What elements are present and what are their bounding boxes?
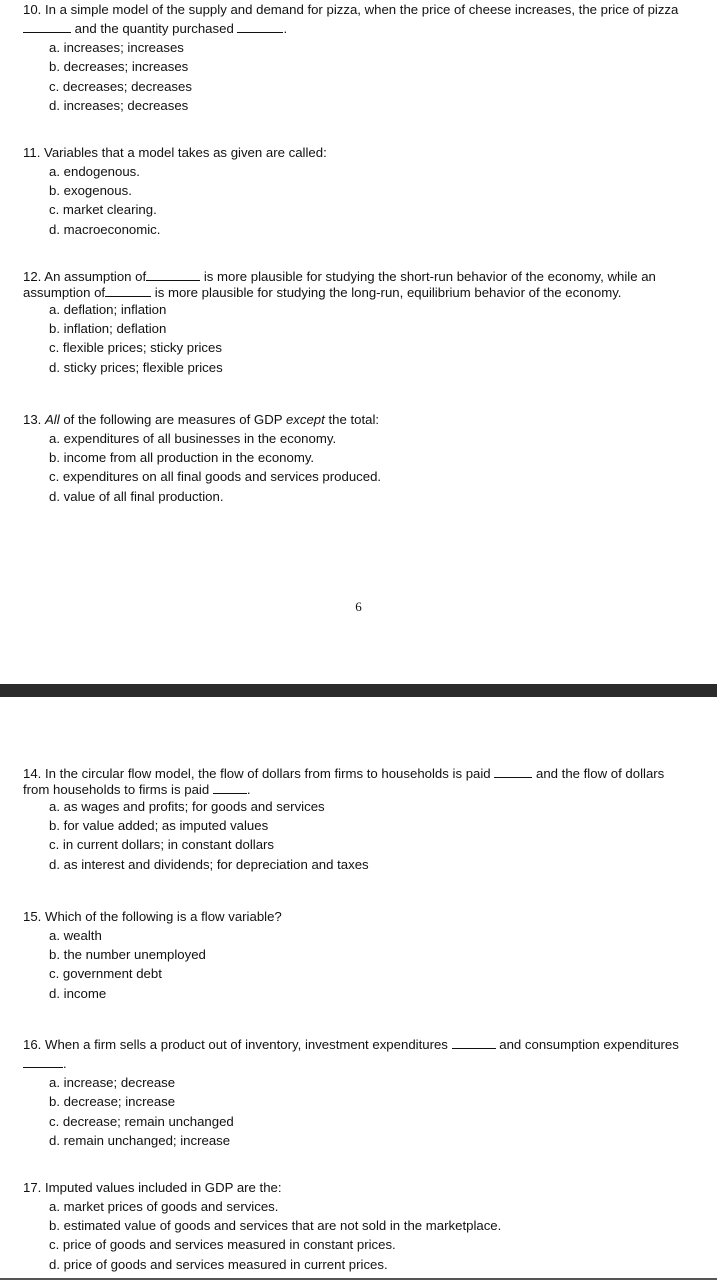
question-11 xyxy=(23,143,693,239)
answer-option: d. value of all final production. xyxy=(49,488,224,504)
question-stem: 10. In a simple model of the supply and demand for pizza, when the price of cheese increases, the price of pizza and the quantity purchased . xyxy=(23,2,679,37)
question-12 xyxy=(23,269,683,377)
question-13 xyxy=(23,410,693,506)
answer-option: c. decrease; remain unchanged xyxy=(49,1113,234,1129)
answer-blank xyxy=(494,766,532,778)
answer-option: d. remain unchanged; increase xyxy=(49,1132,231,1148)
question-stem: 17. Imputed values included in GDP are the: xyxy=(23,1180,282,1195)
question-stem: 13. All of the following are measures of GDP except the total: xyxy=(23,412,380,427)
answer-blank xyxy=(23,1056,63,1068)
question-stem: 14. In the circular flow model, the flow of dollars from firms to households is paid and the flow of dollars from households to firms is paid . xyxy=(23,766,665,797)
answer-blank xyxy=(23,21,71,33)
answer-option: a. expenditures of all businesses in the economy. xyxy=(49,431,337,447)
answer-option: b. exogenous. xyxy=(49,183,132,199)
answer-blank xyxy=(146,269,200,281)
answer-option: d. as interest and dividends; for depreciation and taxes xyxy=(49,856,369,872)
answer-blank xyxy=(105,285,151,297)
question-14 xyxy=(23,766,683,874)
answer-option: a. deflation; inflation xyxy=(49,302,167,318)
answer-blank xyxy=(237,21,283,33)
answer-option: b. estimated value of goods and services that are not sold in the marketplace. xyxy=(49,1218,502,1234)
page-break-divider xyxy=(0,684,717,697)
answer-option: b. inflation; deflation xyxy=(49,321,167,337)
answer-option: d. sticky prices; flexible prices xyxy=(49,359,223,375)
answer-option: d. income xyxy=(49,985,107,1001)
answer-option: c. government debt xyxy=(49,966,162,982)
answer-option: c. price of goods and services measured in constant prices. xyxy=(49,1237,396,1253)
answer-option: b. decreases; increases xyxy=(49,59,189,75)
document-page-7 xyxy=(0,697,717,1280)
answer-option: d. increases; decreases xyxy=(49,97,189,113)
question-stem: 15. Which of the following is a flow variable? xyxy=(23,909,282,924)
answer-option: a. wealth xyxy=(49,928,102,944)
answer-option: b. income from all production in the economy. xyxy=(49,450,315,466)
answer-option: a. market prices of goods and services. xyxy=(49,1199,279,1215)
answer-option: c. in current dollars; in constant dollars xyxy=(49,837,275,853)
question-stem: 11. Variables that a model takes as given are called: xyxy=(23,145,327,160)
question-17 xyxy=(23,1178,693,1274)
page-number: 6 xyxy=(355,599,362,614)
question-stem: 12. An assumption of is more plausible for studying the short-run behavior of the economy, while an assumption of is more plausible for studying the long-run, equilibrium behavior of the economy. xyxy=(23,269,656,300)
answer-option: a. increase; decrease xyxy=(49,1075,176,1091)
answer-option: c. expenditures on all final goods and services produced. xyxy=(49,469,382,485)
answer-blank xyxy=(213,782,247,794)
answer-option: d. macroeconomic. xyxy=(49,221,161,237)
answer-option: c. decreases; decreases xyxy=(49,78,192,94)
answer-option: c. market clearing. xyxy=(49,202,157,218)
question-stem: 16. When a firm sells a product out of inventory, investment expenditures and consumption expenditures . xyxy=(23,1037,679,1072)
answer-option: b. the number unemployed xyxy=(49,947,206,963)
answer-option: b. decrease; increase xyxy=(49,1094,176,1110)
answer-option: d. price of goods and services measured in current prices. xyxy=(49,1256,388,1272)
answer-blank xyxy=(452,1037,496,1049)
answer-option: a. as wages and profits; for goods and services xyxy=(49,799,325,815)
answer-option: b. for value added; as imputed values xyxy=(49,818,269,834)
question-16 xyxy=(23,1035,693,1150)
answer-option: a. increases; increases xyxy=(49,40,184,56)
answer-option: a. endogenous. xyxy=(49,164,140,180)
question-15 xyxy=(23,907,693,1003)
answer-option: c. flexible prices; sticky prices xyxy=(49,340,222,356)
question-10 xyxy=(23,0,693,115)
